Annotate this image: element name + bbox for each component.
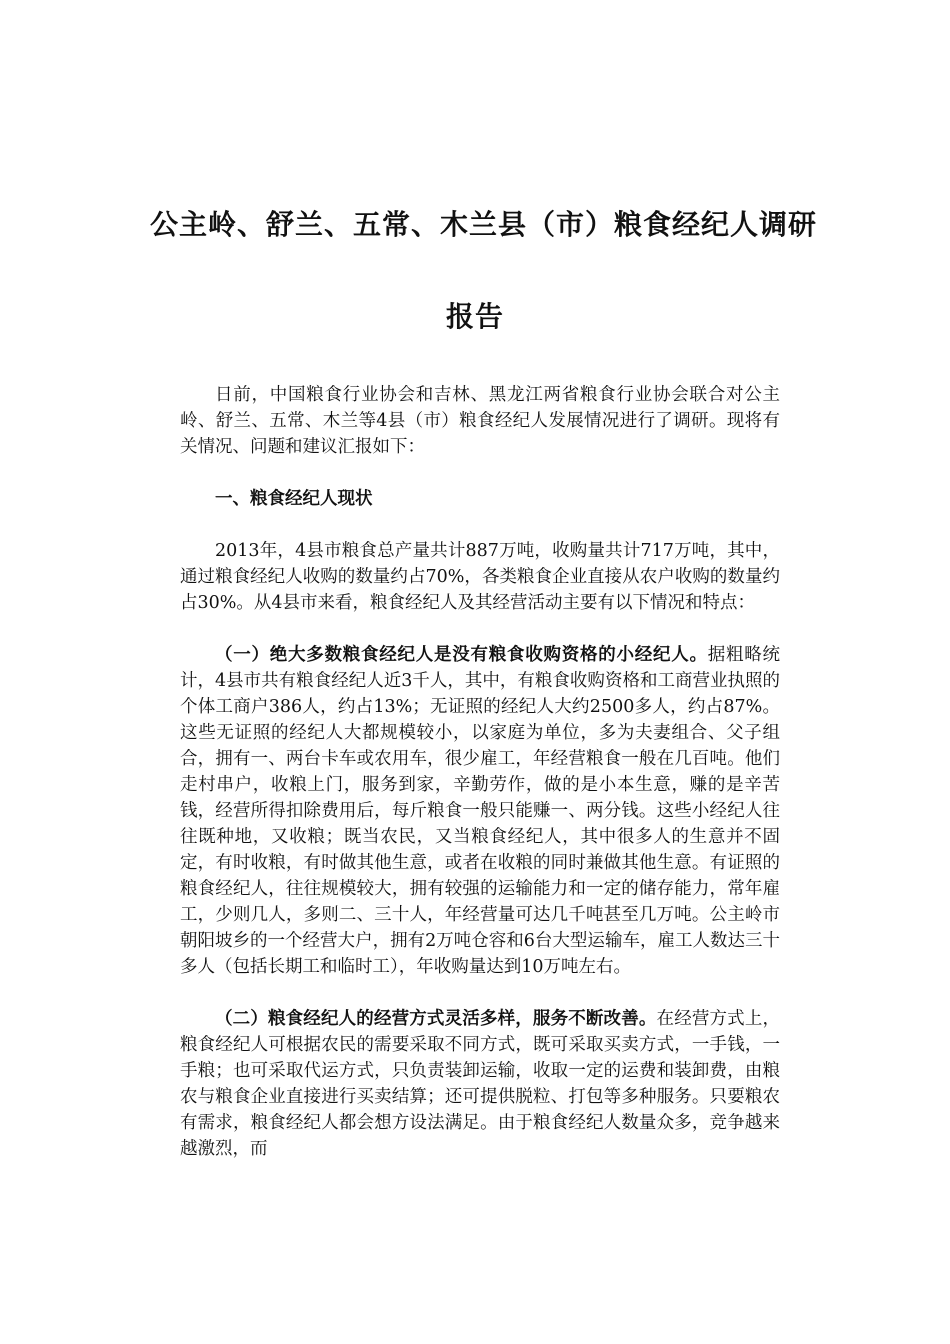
- document-body: [180, 382, 780, 1188]
- point-1-lead: （一）绝大多数粮食经纪人是没有粮食收购资格的小经纪人。: [215, 645, 708, 665]
- intro-paragraph: 日前，中国粮食行业协会和吉林、黑龙江两省粮食行业协会联合对公主岭、舒兰、五常、木兰等4县（市）粮食经纪人发展情况进行了调研。现将有关情况、问题和建议汇报如下：: [180, 385, 780, 457]
- document-title-line-2: 报告: [445, 300, 504, 333]
- point-2-body: 在经营方式上，粮食经纪人可根据农民的需要采取不同方式，既可采取买卖方式，一手钱，一手粮；也可采取代运方式，只负责装卸运输，收取一定的运费和装卸费，由粮农与粮食企业直接进行买卖结算；还可提供脱粒、打包等多种服务。只要粮农有需求，粮食经纪人都会想方设法满足。由于粮食经纪人数量众多，竞争越来越激烈，而: [180, 1009, 780, 1159]
- point-1-body: 据粗略统计，4县市共有粮食经纪人近3千人，其中，有粮食收购资格和工商营业执照的个体工商户386人，约占13%；无证照的经纪人大约2500多人，约占87%。这些无证照的经纪人大都规模较小，以家庭为单位，多为夫妻组合、父子组合，拥有一、两台卡车或农用车，很少雇工，年经营粮食一般在几百吨。他们走村串户，收粮上门，服务到家，辛勤劳作，做的是小本生意，赚的是辛苦钱，经营所得扣除费用后，每斤粮食一般只能赚一、两分钱。这些小经纪人往往既种地，又收粮；既当农民，又当粮食经纪人，其中很多人的生意并不固定，有时收粮，有时做其他生意，或者在收粮的同时兼做其他生意。有证照的粮食经纪人，往往规模较大，拥有较强的运输能力和一定的储存能力，常年雇工，少则几人，多则二、三十人，年经营量可达几千吨甚至几万吨。公主岭市朝阳坡乡的一个经营大户，拥有2万吨仓容和6台大型运输车，雇工人数达三十多人（包括长期工和临时工），年收购量达到10万吨左右。: [180, 645, 780, 977]
- section-1-heading: 一、粮食经纪人现状: [215, 489, 373, 509]
- section-1-paragraph: 2013年，4县市粮食总产量共计887万吨，收购量共计717万吨，其中，通过粮食经纪人收购的数量约占70%，各类粮食企业直接从农户收购的数量约占30%。从4县市来看，粮食经纪人及其经营活动主要有以下情况和特点：: [180, 541, 780, 613]
- point-1-paragraph: [180, 642, 780, 980]
- document-title-line-1: 公主岭、舒兰、五常、木兰县（市）粮食经纪人调研: [150, 208, 818, 241]
- point-2-paragraph: [180, 1006, 780, 1162]
- point-2-lead: （二）粮食经纪人的经营方式灵活多样，服务不断改善。: [215, 1009, 657, 1029]
